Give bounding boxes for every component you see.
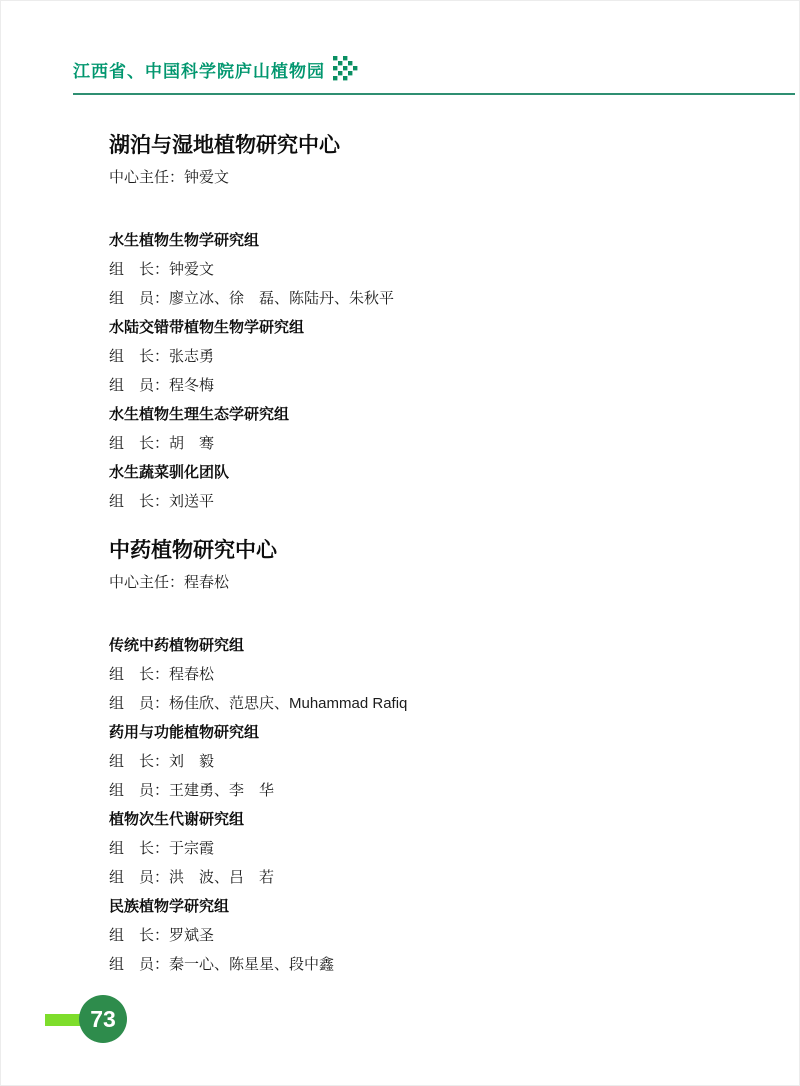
group-members-line: 组 员：王建勇、李 华 (109, 782, 275, 799)
group-name: 植物次生代谢研究组 (109, 811, 245, 828)
page-number-badge (79, 995, 127, 1043)
group-name: 水生植物生物学研究组 (109, 232, 260, 249)
center-director-line: 中心主任：程春松 (109, 574, 230, 591)
pixel-double-chevron-icon (333, 56, 359, 82)
group-leader-line: 组 长：罗斌圣 (109, 927, 215, 944)
group-leader-line: 组 长：程春松 (109, 666, 215, 683)
group-members-line: 组 员：程冬梅 (109, 377, 215, 394)
center-title: 湖泊与湿地植物研究中心 (109, 134, 340, 157)
group-name: 水陆交错带植物生物学研究组 (109, 319, 305, 336)
group-members-line: 组 员：秦一心、陈星星、段中鑫 (109, 956, 335, 973)
group-members-line: 组 员：廖立冰、徐 磊、陈陆丹、朱秋平 (109, 290, 395, 307)
group-name: 药用与功能植物研究组 (109, 724, 260, 741)
research-center-section (109, 538, 759, 979)
group-members-line: 组 员：杨佳欣、范思庆、Muhammad Rafiq (109, 695, 408, 712)
group-name: 水生蔬菜驯化团队 (109, 464, 230, 481)
group-members-line: 组 员：洪 波、吕 若 (109, 869, 275, 886)
centers-list (109, 133, 759, 979)
group-leader-line: 组 长：张志勇 (109, 348, 215, 365)
center-title: 中药植物研究中心 (109, 539, 277, 562)
group-name: 传统中药植物研究组 (109, 637, 245, 654)
running-head-title: 江西省、中国科学院庐山植物园 (73, 61, 325, 81)
group-leader-line: 组 长：刘 毅 (109, 753, 215, 770)
group-name: 民族植物学研究组 (109, 898, 230, 915)
running-head (73, 56, 791, 82)
page-number: 73 (90, 1005, 116, 1032)
group-leader-line: 组 长：钟爱文 (109, 261, 215, 278)
header-rule (73, 93, 795, 95)
group-leader-line: 组 长：于宗霞 (109, 840, 215, 857)
group-leader-line: 组 长：胡 骞 (109, 435, 215, 452)
group-leader-line: 组 长：刘送平 (109, 493, 215, 510)
center-director-line: 中心主任：钟爱文 (109, 169, 230, 186)
research-center-section (109, 133, 759, 516)
group-name: 水生植物生理生态学研究组 (109, 406, 290, 423)
